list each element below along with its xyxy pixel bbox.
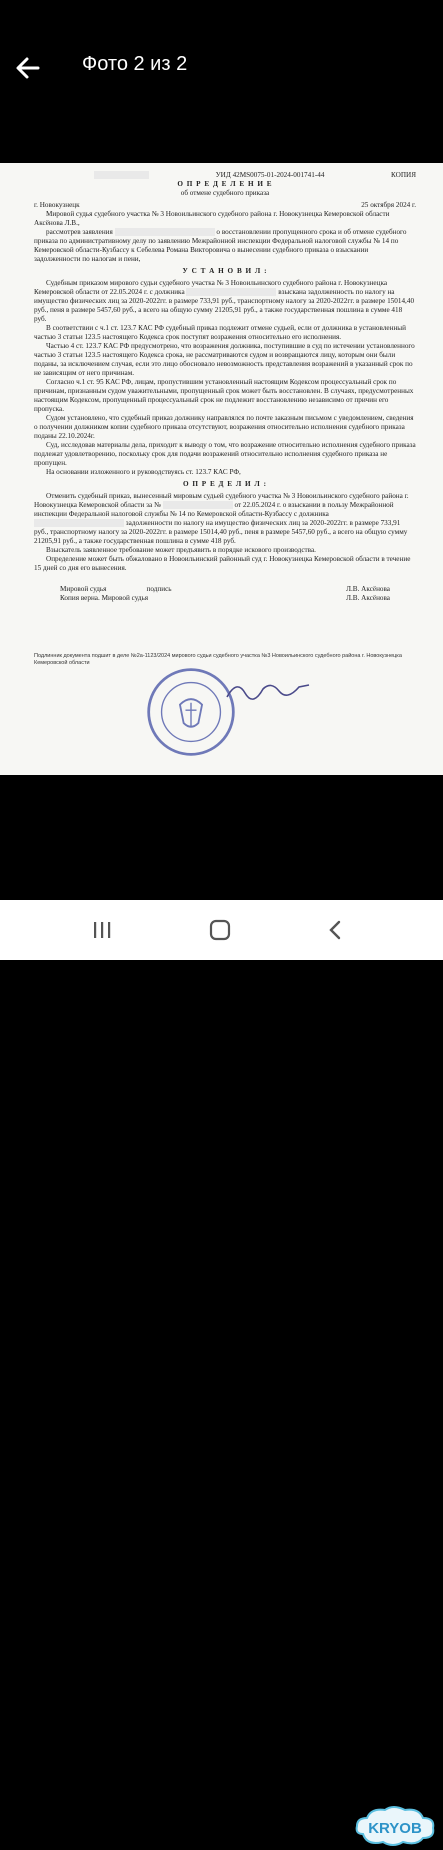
redacted-block	[115, 228, 215, 236]
doc-p1b: взыскана задолженность по налогу на имущество физических лиц за 2020-2022гг. в размере 733,91 руб., транспортному налогу за 2020-2022гг. в размере 15014,40 руб., пеня в размере 5457,60 руб., а всего на общую сумму 21205,91 руб., а также государственная пошлина в сумме 418 руб.	[34, 288, 415, 323]
top-bar	[0, 0, 443, 135]
doc-p8c: задолженности по налогу на имущество физических лиц за 2020-2022гг. в размере 733,91 руб., транспортному налогу за 2020-2022гг. в размере 15014,40 руб., пеня в размере 5457,60 руб., а всего на общую сумму 21205,91 руб., а также государственная пошлина в сумме 418 руб.	[34, 519, 408, 545]
court-document	[34, 171, 416, 667]
uid-line: УИД 42MS0075-01-2024-001741-44	[215, 171, 325, 179]
doc-p7: На основании изложенного и руководствуясь ст. 123.7 КАС РФ,	[46, 468, 241, 476]
sign-copy-label: Копия верна. Мировой судья	[60, 594, 149, 602]
redacted-block	[34, 519, 124, 527]
redacted-block	[94, 171, 149, 179]
back-nav-icon[interactable]	[322, 918, 350, 942]
system-nav-bar	[0, 900, 443, 1837]
sign-judge-label: Мировой судья	[60, 585, 107, 593]
doc-p6: Суд, исследовав материалы дела, приходит к выводу о том, что возражение относительно исполнения судебного приказа подлежат удовлетворению, поскольку срок для подачи возражений относительно исполнения судебного приказа не пропущен.	[34, 441, 416, 467]
doc-p5: Судом установлено, что судебный приказ должнику направлялся по почте заказным письмом с уведомлением, сведения о получении должником копии судебного приказа отсутствуют, возражения относительно исполнения судебного приказа поданы 22.10.2024г.	[34, 414, 414, 440]
doc-footnote: Подлинник документа подшит в деле №2а-1123/2024 мирового судьи судебного участка №3 Новоильинского судебного района г. Новокузнецка Кемеровской области	[34, 653, 402, 666]
doc-consider-rest: о восстановлении пропущенного срока и об отмене судебного приказа по административному делу по заявлению Межрайонной инспекции Федеральной налоговой службы № 14 по Кемеровской области-Кузбассу к Себелева Романа Викторовича о вынесении судебного приказа о взыскании задолженности по налогам и пени,	[34, 228, 407, 263]
home-icon[interactable]	[206, 918, 234, 942]
doc-date: 25 октября 2024 г.	[361, 201, 416, 209]
copy-label: КОПИЯ	[391, 171, 416, 179]
section-ustanovil: У С Т А Н О В И Л :	[182, 267, 268, 275]
signature-icon	[223, 675, 313, 705]
watermark-text: KRYOB	[368, 1820, 422, 1837]
doc-heading: О П Р Е Д Е Л Е Н И Е	[177, 180, 273, 188]
kryob-watermark	[353, 1804, 437, 1850]
redacted-block	[186, 288, 276, 296]
doc-p9: Взыскатель заявленное требование может предъявить в порядке искового производства.	[46, 546, 316, 554]
photo-title: Фото 2 из 2	[82, 53, 188, 75]
doc-consider: рассмотрев заявления	[46, 228, 113, 236]
doc-p8b: от 22.05.2024 г. о взыскании в пользу Межрайонной инспекции Федеральной налоговой службы № 14 по Кемеровской области-Кузбассу с должника	[34, 501, 394, 518]
doc-intro: Мировой судья судебного участка № 3 Новоильинского судебного района г. Новокузнецка Кемеровской области Аксёнова Л.В.,	[34, 210, 390, 227]
doc-subheading: об отмене судебного приказа	[180, 189, 270, 197]
back-arrow-icon[interactable]	[12, 52, 44, 84]
doc-p10: Определение может быть обжаловано в Новоильинский районный суд г. Новокузнецка Кемеровской области в течение 15 дней со дня его вынесения.	[34, 555, 411, 572]
document-photo[interactable]	[0, 163, 443, 775]
doc-p1: Судебным приказом мирового судьи судебного участка № 3 Новоильинского судебного района г. Новокузнецка Кемеровской области от 22.05.2024 г. с должника	[34, 279, 388, 296]
sign-copy-name: Л.В. Аксёнова	[346, 594, 390, 602]
doc-city: г. Новокузнецк	[34, 201, 80, 209]
sign-judge-short: подпись	[146, 585, 172, 593]
doc-p3: Частью 4 ст. 123.7 КАС РФ предусмотрено, что возражения должника, поступившие в суд по истечении установленного частью 3 статьи 123.5 настоящего Кодекса срока, не рассматриваются судом и возвращаются лицу, которым они были поданы, за исключением случая, если это лицо обосновало невозможность представления возражений в указанный срок по не зависящим от него причинам.	[34, 342, 415, 377]
sign-judge-name: Л.В. Аксёнова	[346, 585, 390, 593]
doc-p8: Отменить судебный приказ, вынесенный мировым судьей судебного участка № 3 Новоильинского судебного района г. Новокузнецка Кемеровской области за №	[34, 492, 409, 509]
doc-p4: Согласно ч.1 ст. 95 КАС РФ, лицам, пропустившим установленный настоящим Кодексом процессуальный срок по причинам, признанным судом уважительными, пропущенный срок может быть восстановлен. В случаях, предусмотренных настоящим Кодексом, пропущенный процессуальный срок не подлежит восстановлению независимо от причин его пропуска.	[34, 378, 414, 413]
doc-p2: В соответствии с ч.1 ст. 123.7 КАС РФ судебный приказ подлежит отмене судьей, если от должника в установленный частью 3 статьи 123.5 настоящего Кодекса срок поступят возражения относительно его исполнения.	[34, 324, 406, 341]
recent-apps-icon[interactable]	[88, 918, 116, 942]
redacted-block	[163, 501, 233, 509]
section-opredelil: О П Р Е Д Е Л И Л :	[183, 480, 267, 488]
